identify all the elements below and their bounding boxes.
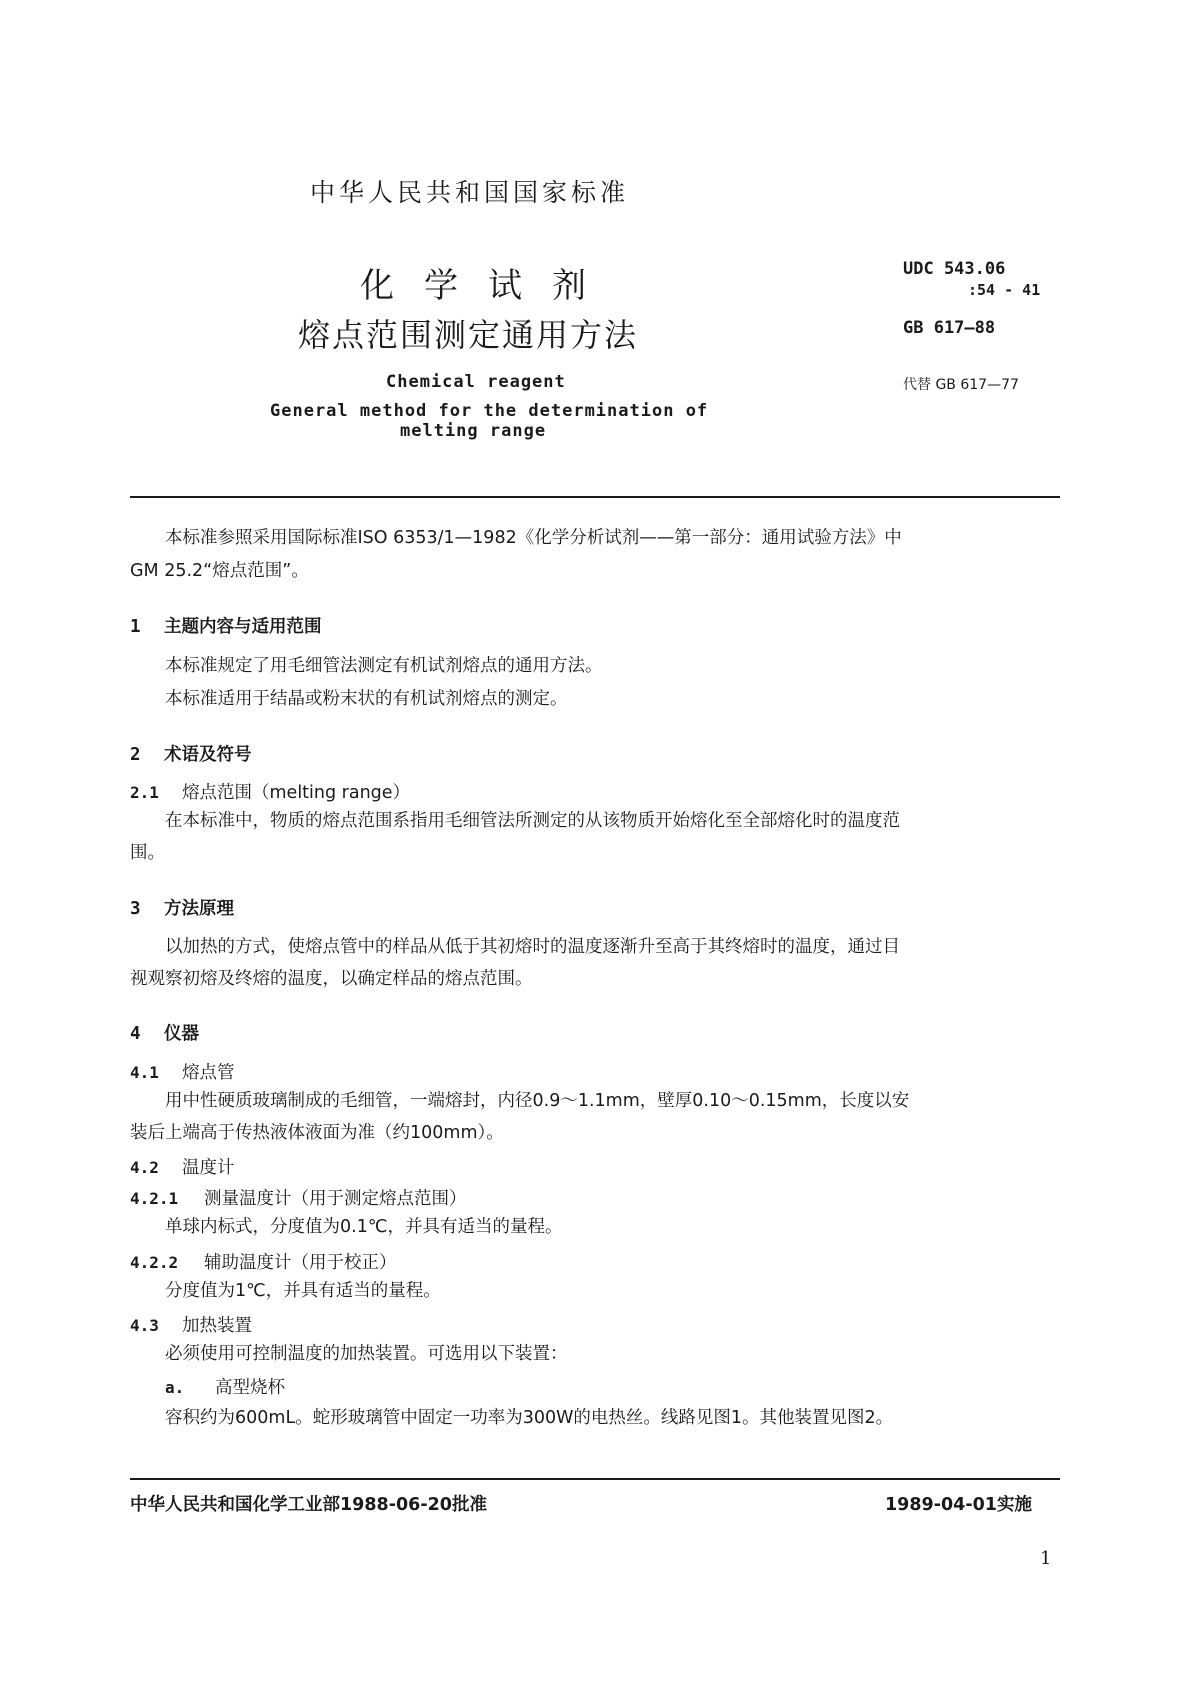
title-en-line-2: General method for the determination of xyxy=(270,401,709,421)
subsection-2-1 xyxy=(130,779,410,804)
section-number: 4 xyxy=(130,1024,141,1044)
subsection-4-2 xyxy=(130,1154,235,1179)
subsection-number: 4.2.2 xyxy=(130,1253,179,1272)
section-1-heading xyxy=(130,613,322,638)
subsection-4-1 xyxy=(130,1059,235,1084)
udc-code: UDC 543.06 xyxy=(903,259,1006,279)
item-4-3-a-para: 容积约为600mL。蛇形玻璃管中固定一功率为300W的电热丝。线路见图1。其他装置见图2。 xyxy=(165,1408,894,1428)
footer-divider xyxy=(130,1478,1060,1480)
intro-line-1: 本标准参照采用国际标准ISO 6353/1—1982《化学分析试剂——第一部分：通用试验方法》中 xyxy=(165,528,902,548)
subsection-title: 测量温度计（用于测定熔点范围） xyxy=(204,1189,467,1209)
section-title: 术语及符号 xyxy=(164,745,252,765)
subsection-4-2-2 xyxy=(130,1249,397,1274)
gb-number: GB 617—88 xyxy=(903,318,996,338)
section-3-para-1: 以加热的方式，使熔点管中的样品从低于其初熔时的温度逐渐升至高于其终熔时的温度，通过目 xyxy=(165,937,900,957)
section-title: 主题内容与适用范围 xyxy=(164,617,322,637)
section-4-3-para: 必须使用可控制温度的加热装置。可选用以下装置： xyxy=(165,1344,568,1364)
subsection-number: 4.2.1 xyxy=(130,1189,179,1208)
section-4-1-para-2: 装后上端高于传热液体液面为准（约100mm）。 xyxy=(130,1123,504,1143)
section-4-heading xyxy=(130,1020,199,1045)
section-4-2-2-para: 分度值为1℃，并具有适当的量程。 xyxy=(165,1281,441,1301)
subsection-number: 4.3 xyxy=(130,1316,159,1335)
replaces-standard: 代替 GB 617—77 xyxy=(903,377,1019,393)
approval-line: 中华人民共和国化学工业部1988-06-20批准 xyxy=(130,1495,487,1515)
section-2-para-2: 围。 xyxy=(130,843,165,863)
title-en-line-1: Chemical reagent xyxy=(386,372,566,392)
intro-line-2: GM 25.2“熔点范围”。 xyxy=(130,561,309,581)
section-3-heading xyxy=(130,895,234,920)
section-4-2-1-para: 单球内标式，分度值为0.1℃，并具有适当的量程。 xyxy=(165,1217,563,1237)
subsection-number: 2.1 xyxy=(130,783,159,802)
subsection-title: 熔点管 xyxy=(182,1063,235,1083)
udc-code-suffix: :54 - 41 xyxy=(968,281,1041,299)
title-cn-sub: 熔点范围测定通用方法 xyxy=(298,316,639,354)
subsection-title: 加热装置 xyxy=(182,1316,252,1336)
section-3-para-2: 视观察初熔及终熔的温度，以确定样品的熔点范围。 xyxy=(130,969,533,989)
subsection-title: 熔点范围（melting range） xyxy=(182,783,411,803)
effective-date: 1989-04-01实施 xyxy=(885,1495,1032,1515)
section-title: 方法原理 xyxy=(164,899,234,919)
title-cn-main: 化学试剂 xyxy=(360,266,616,306)
subsection-number: 4.1 xyxy=(130,1063,159,1082)
section-4-1-para-1: 用中性硬质玻璃制成的毛细管，一端熔封，内径0.9～1.1mm，壁厚0.10～0.15mm，长度以安 xyxy=(165,1091,910,1111)
subsection-number: 4.2 xyxy=(130,1158,159,1177)
subsection-title: 辅助温度计（用于校正） xyxy=(204,1253,397,1273)
section-number: 2 xyxy=(130,745,141,765)
section-number: 1 xyxy=(130,617,141,637)
section-2-para-1: 在本标准中，物质的熔点范围系指用毛细管法所测定的从该物质开始熔化至全部熔化时的温度范 xyxy=(165,811,900,831)
section-1-para-1: 本标准规定了用毛细管法测定有机试剂熔点的通用方法。 xyxy=(165,656,603,676)
section-number: 3 xyxy=(130,899,141,919)
item-title: 高型烧杯 xyxy=(215,1378,285,1398)
standard-label: 中华人民共和国国家标准 xyxy=(310,178,630,207)
subsection-4-2-1 xyxy=(130,1185,467,1210)
page-number: 1 xyxy=(1040,1548,1052,1569)
subsection-title: 温度计 xyxy=(182,1158,235,1178)
subsection-4-3 xyxy=(130,1312,252,1337)
item-label: a. xyxy=(165,1378,185,1397)
header-divider xyxy=(130,496,1060,498)
section-1-para-2: 本标准适用于结晶或粉末状的有机试剂熔点的测定。 xyxy=(165,689,568,709)
section-2-heading xyxy=(130,741,252,766)
title-en-line-3: melting range xyxy=(400,421,547,441)
section-title: 仪器 xyxy=(164,1024,199,1044)
item-4-3-a xyxy=(165,1374,285,1399)
